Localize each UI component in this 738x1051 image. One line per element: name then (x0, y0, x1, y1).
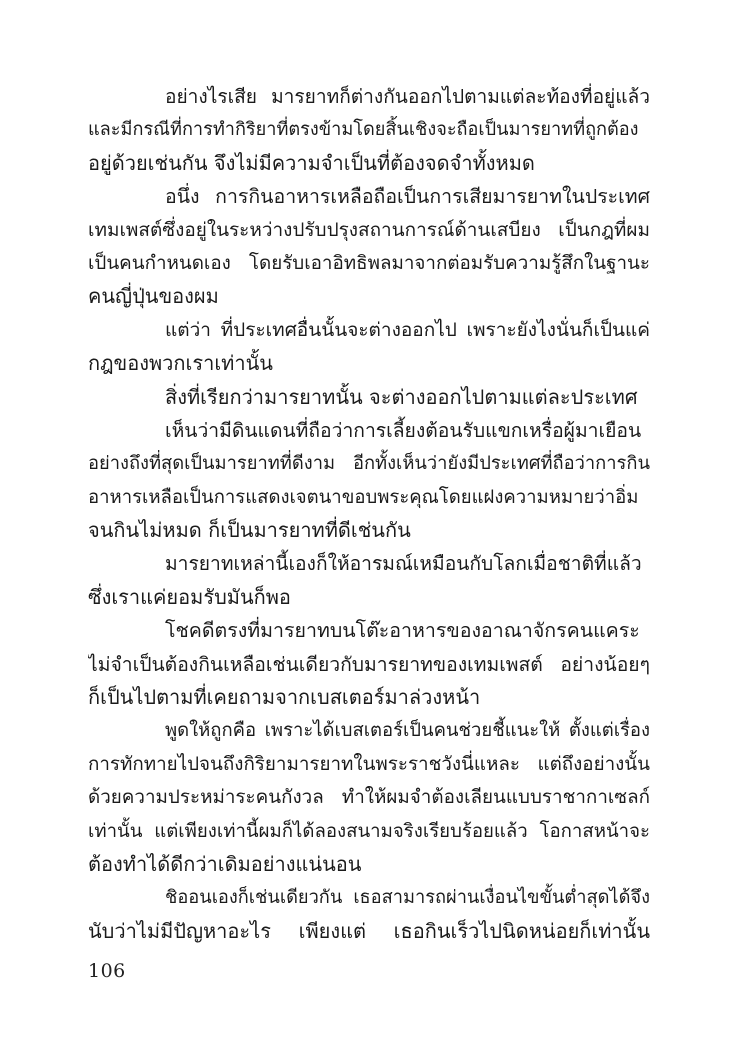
text-line: อย่างไรเสีย มารยาทก็ต่างกันออกไปตามแต่ละท้องที่อยู่แล้ว (165, 85, 650, 108)
paragraph (88, 614, 650, 714)
text-line: ด้วยความประหม่าระคนกังวล ทำให้ผมจำต้องเลียนแบบราชากาเซลก์ (88, 787, 650, 809)
text-line: โชคดีตรงที่มารยาทบนโต๊ะอาหารของอาณาจักรคนแคระ (165, 619, 640, 643)
text-line: การทักทายไปจนถึงกิริยามารยาทในพระราชวังนี่แหละ แต่ถึงอย่างนั้น (88, 753, 650, 775)
paragraph (88, 314, 650, 381)
text-line: ชิออนเองก็เช่นเดียวกัน เธอสามารถผ่านเงื่อนไขขั้นต่ำสุดได้จึง (165, 887, 650, 909)
paragraph (88, 80, 650, 180)
text-line: เห็นว่ามีดินแดนที่ถือว่าการเลี้ยงต้อนรับแขกเหรื่อผู้มาเยือน (165, 418, 642, 442)
text-line: เทมเพสต์ซึ่งอยู่ในระหว่างปรับปรุงสถานการณ์ด้านเสบียง เป็นกฎที่ผม (88, 218, 650, 241)
text-line: ต้องทำได้ดีกว่าเดิมอย่างแน่นอน (88, 851, 362, 876)
text-line: อยู่ด้วยเช่นกัน จึงไม่มีความจำเป็นที่ต้องจดจำทั้งหมด (88, 150, 535, 175)
text-line: มารยาทเหล่านี้เองก็ให้อารมณ์เหมือนกับโลกเมื่อชาติที่แล้ว (165, 552, 642, 576)
text-line: เท่านั้น แต่เพียงเท่านี้ผมก็ได้ลองสนามจริงเรียบร้อยแล้ว โอกาสหน้าจะ (88, 820, 650, 842)
text-line: นับว่าไม่มีปัญหาอะไร เพียงแต่ เธอกินเร็วไปนิดหน่อยก็เท่านั้น (88, 918, 650, 943)
paragraph (88, 547, 650, 614)
page-number: 106 (88, 960, 126, 982)
text-line: แต่ว่า ที่ประเทศอื่นนั้นจะต่างออกไป เพราะยังไงนั่นก็เป็นแค่ (165, 318, 650, 341)
text-line: เป็นคนกำหนดเอง โดยรับเอาอิทธิพลมาจากต่อมรับความรู้สึกในฐานะ (88, 252, 650, 274)
text-line: จนกินไม่หมด ก็เป็นมารยาทที่ดีเช่นกัน (88, 518, 411, 543)
paragraph (88, 881, 650, 948)
body-text (88, 80, 650, 948)
text-line: และมีกรณีที่การทำกิริยาที่ตรงข้ามโดยสิ้นเชิงจะถือเป็นมารยาทที่ถูกต้อง (88, 119, 639, 141)
paragraph (88, 714, 650, 881)
text-line: อย่างถึงที่สุดเป็นมารยาทที่ดีงาม อีกทั้งเห็นว่ายังมีประเทศที่ถือว่าการกิน (88, 453, 650, 475)
text-line: สิ่งที่เรียกว่ามารยาทนั้น จะต่างออกไปตามแต่ละประเทศ (165, 384, 638, 409)
text-line: ซึ่งเราแค่ยอมรับมันก็พอ (88, 584, 291, 609)
text-line: พูดให้ถูกคือ เพราะได้เบสเตอร์เป็นคนช่วยชี้แนะให้ ตั้งแต่เรื่อง (165, 720, 650, 742)
paragraph (88, 180, 650, 314)
text-line: กฎของพวกเราเท่านั้น (88, 351, 273, 376)
text-line: คนญี่ปุ่นของผม (88, 284, 219, 309)
text-line: ไม่จำเป็นต้องกินเหลือเช่นเดียวกับมารยาทของเทมเพสต์ อย่างน้อยๆ (88, 652, 650, 676)
text-line: ก็เป็นไปตามที่เคยถามจากเบสเตอร์มาล่วงหน้า (88, 685, 481, 710)
text-line: อาหารเหลือเป็นการแสดงเจตนาขอบพระคุณโดยแฝงความหมายว่าอิ่ม (88, 486, 639, 508)
text-line: อนึ่ง การกินอาหารเหลือถือเป็นการเสียมารยาทในประเทศ (165, 185, 650, 209)
paragraph (88, 381, 650, 414)
paragraph (88, 414, 650, 548)
